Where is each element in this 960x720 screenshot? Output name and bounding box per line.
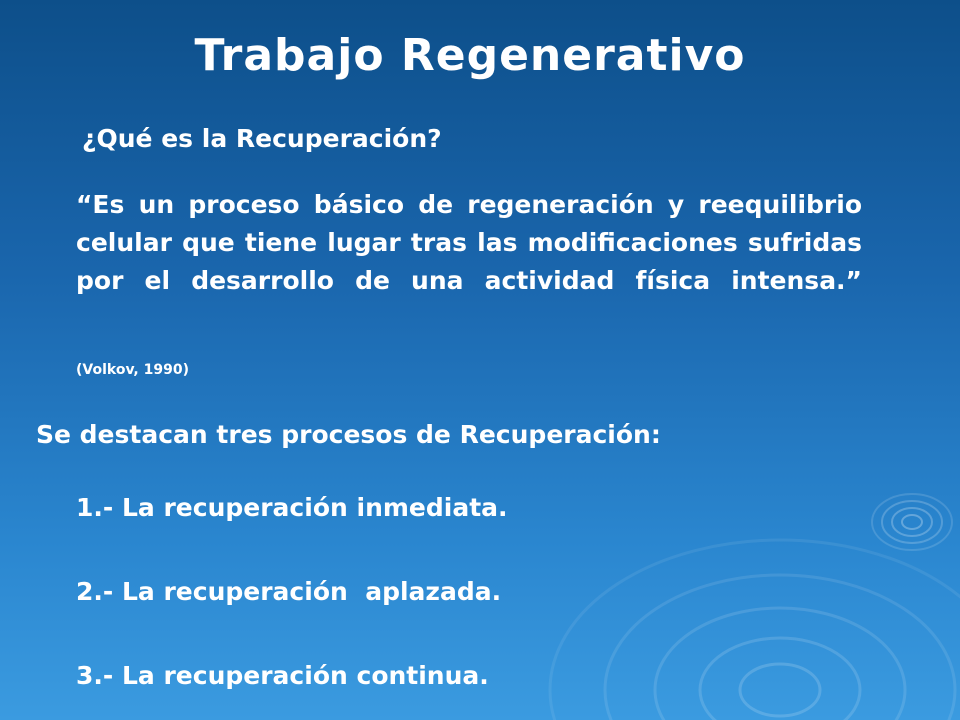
process-item-3: 3.- La recuperación continua. — [76, 661, 489, 690]
definition-quote: “Es un proceso básico de regeneración y reequilibrio celular que tiene lugar tras las modificaciones sufridas por el desarrollo de una actividad física intensa.” — [76, 190, 862, 295]
slide-title: Trabajo Regenerativo — [194, 30, 746, 81]
processes-heading: Se destacan tres procesos de Recuperación: — [36, 420, 661, 449]
slide-subtitle: ¿Qué es la Recuperación? — [82, 124, 442, 153]
process-item-2: 2.- La recuperación aplazada. — [76, 577, 502, 606]
process-item-1: 1.- La recuperación inmediata. — [76, 493, 508, 522]
citation: (Volkov, 1990) — [76, 362, 189, 378]
process-list — [76, 488, 508, 720]
